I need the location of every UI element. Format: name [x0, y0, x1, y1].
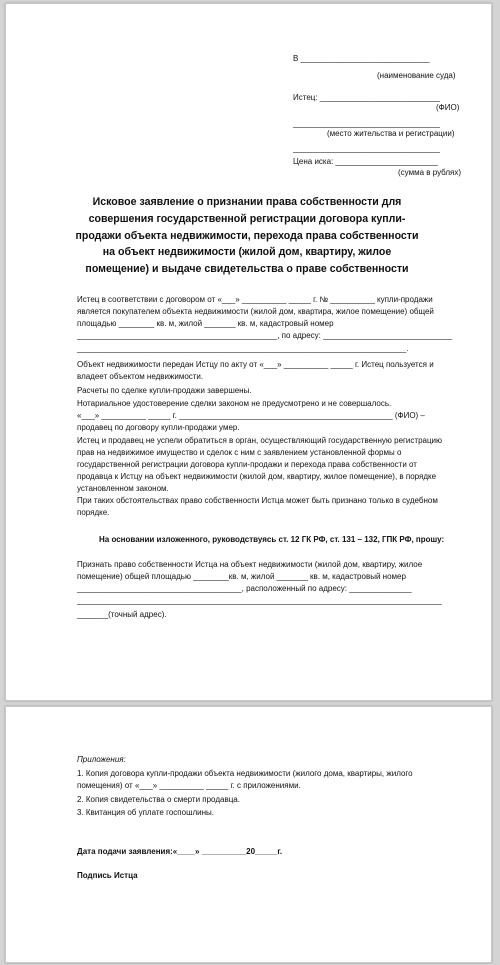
attachment-item: помещения) от «___» __________ _____ г. с приложениями. — [77, 781, 301, 790]
address-line-1: _________________________________ — [293, 119, 440, 128]
body-line: Истец и продавец не успели обратиться в орган, осуществляющий государственную регистрацию — [77, 436, 443, 445]
price-line: Цена иска: _______________________ — [293, 157, 438, 166]
attachments-heading: Приложения: — [77, 755, 126, 764]
document-page-2 — [5, 706, 492, 963]
attachment-item: 1. Копия договора купли-продажи объекта недвижимости (жилого дома, квартиры, жилого — [77, 769, 413, 778]
body-line: __________________________________________________________________________. — [77, 344, 409, 353]
document-title: Исковое заявление о признании права собственности для совершения государственной регистрации договора купли-продажи объекта недвижимости, перехода права собственности на объект недвижимости (жилой дом, квартиру, жилое помещение) и выдаче свидетельства о праве собственности — [75, 196, 419, 276]
body-line: При таких обстоятельствах право собственности Истца может быть признано только в судебном — [77, 496, 438, 505]
attachment-item: 2. Копия свидетельства о смерти продавца. — [77, 795, 240, 804]
body-line: является покупателем объекта недвижимости (жилой дом, квартира, жилое помещение) общей — [77, 307, 434, 316]
court-caption: (наименование суда) — [377, 71, 456, 80]
fio-caption: (ФИО) — [436, 103, 460, 112]
price-caption: (сумма в рублях) — [398, 168, 462, 177]
request-line: _______(точный адрес). — [77, 610, 167, 619]
request-line: _____________________________________, расположенный по адресу: ______________ — [77, 584, 412, 593]
signature-line: Подпись Истца — [77, 871, 138, 880]
request-line: помещение) общей площадью ________кв. м, жилой _______ кв. м, кадастровый номер — [77, 572, 406, 581]
address-line-2: _________________________________ — [293, 144, 440, 153]
body-line: продавца к Истцу на объект недвижимости (жилой дом, квартиру, жилое помещение), в порядке — [77, 472, 437, 481]
court-line: В _____________________________ — [293, 54, 430, 63]
body-line: _____________________________________________, по адресу: _____________________________ — [77, 331, 453, 340]
body-line: Нотариальное удостоверение сделки законом не предусмотрено и не совершалось. — [77, 399, 392, 408]
document-page-1 — [5, 3, 492, 701]
body-line: Расчеты по сделке купли-продажи завершены. — [77, 386, 252, 395]
body-line: площадью ________ кв. м, жилой _______ кв. м, кадастровый номер — [77, 319, 334, 328]
body-line: Объект недвижимости передан Истцу по акту от «___» __________ _____ г. Истец пользуется и — [77, 360, 434, 369]
request-line: Признать право собственности Истца на объект недвижимости (жилой дом, квартиру, жилое — [77, 560, 423, 569]
body-line: «___» __________ _____ г. ________________________________________________ (ФИО) – — [77, 411, 425, 420]
body-line: государственной регистрации договора купли-продажи и перехода права собственности от — [77, 460, 417, 469]
filing-date-line: Дата подачи заявления:«____» __________20_____г. — [77, 847, 283, 856]
basis-line: На основании изложенного, руководствуясь ст. 12 ГК РФ, ст. 131 – 132, ГПК РФ, прошу: — [99, 535, 445, 544]
body-line: порядке. — [77, 508, 110, 517]
body-line: прав на недвижимое имущество и сделок с ним с заявлением установленной формы о — [77, 448, 402, 457]
body-line: Истец в соответствии с договором от «___» __________ _____ г. № __________ купли-продажи — [77, 295, 433, 304]
address-caption: (место жительства и регистрации) — [327, 129, 455, 138]
request-line: __________________________________________________________________________________ — [77, 596, 442, 605]
attachment-item: 3. Квитанция об уплате госпошлины. — [77, 808, 215, 817]
body-line: продавец по договору купли-продажи умер. — [77, 423, 240, 432]
body-line: владеет объектом недвижимости. — [77, 372, 204, 381]
plaintiff-line: Истец: ___________________________ — [293, 93, 440, 102]
body-line: установленном законом. — [77, 484, 169, 493]
